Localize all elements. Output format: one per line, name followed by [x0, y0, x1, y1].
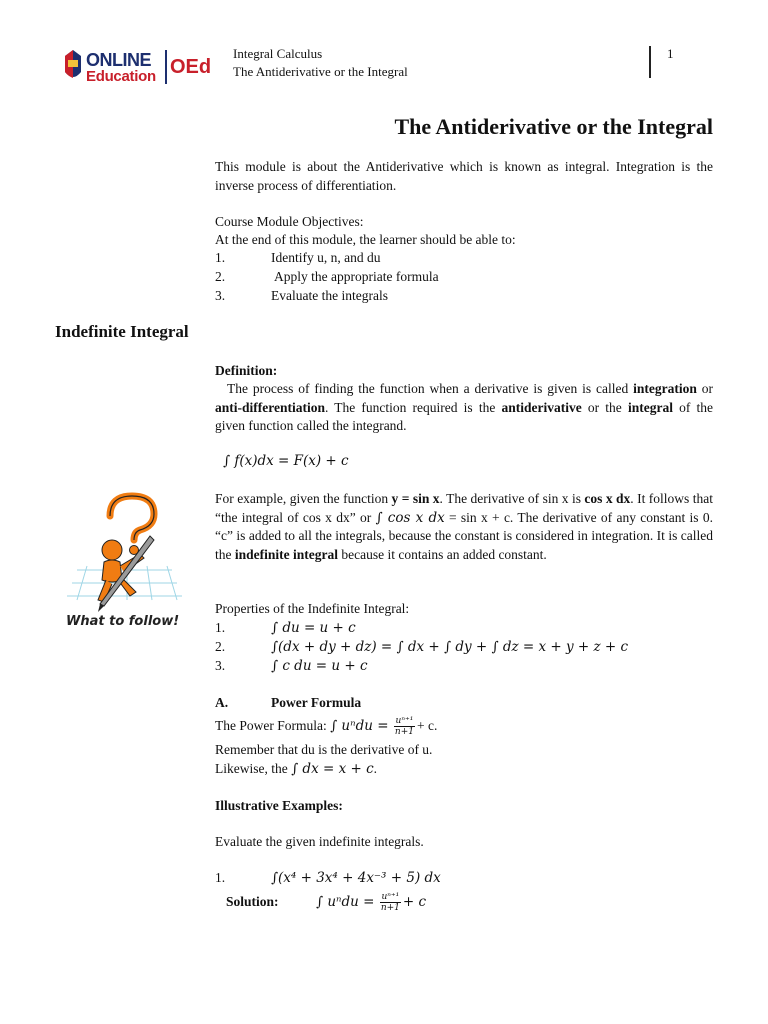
header-logo	[62, 46, 217, 90]
header-divider	[649, 46, 651, 78]
property-item: 3. ∫ c du = u + c	[215, 658, 368, 674]
illustrative-instruction: Evaluate the given indefinite integrals.	[215, 834, 424, 849]
logo-divider	[165, 50, 167, 84]
thinking-figure-icon	[62, 488, 187, 613]
power-formula-heading: A. Power Formula	[215, 695, 362, 710]
clipart-caption: What to follow!	[66, 614, 180, 629]
clipart	[62, 488, 187, 636]
properties-heading: Properties of the Indefinite Integral:	[215, 601, 410, 616]
logo-online: ONLINE	[86, 50, 152, 70]
power-formula-likewise: Likewise, the ∫ dx = x + c.	[215, 761, 378, 777]
property-item: 2. ∫(dx + dy + dz) = ∫ dx + ∫ dy + ∫ dz = x + y + z + c	[215, 639, 629, 655]
power-fraction: $\frac{\text{uⁿ⁺¹}}{n+1}$	[394, 716, 414, 738]
logo-education: Education	[86, 68, 156, 85]
definition-heading: Definition:	[215, 363, 278, 378]
objective-item: 2. Apply the appropriate formula	[215, 269, 439, 284]
school-crest-icon	[62, 48, 84, 86]
section-heading: Indefinite Integral	[55, 322, 189, 341]
page-title: The Antiderivative or the Integral	[394, 114, 713, 139]
solution-fraction: $\frac{\text{uⁿ⁺¹}}{n+1}$	[380, 892, 400, 914]
illustrative-heading: Illustrative Examples:	[215, 798, 343, 813]
definition-formula: ∫ f(x)dx = F(x) + c	[223, 453, 349, 469]
example-item: 1. ∫(x⁴ + 3x⁴ + 4x⁻³ + 5) dx	[215, 870, 441, 886]
logo-oed: OEd	[170, 56, 212, 78]
objectives-lead: At the end of this module, the learner should be able to:	[215, 232, 516, 247]
header-course: Integral Calculus	[233, 46, 323, 61]
example-paragraph: For example, given the function y = sin x. The derivative of sin x is cos x dx. It follows that “the integral of cos x dx” or ∫ cos x dx = sin x + c. The derivative of any constant is 0. “c” is added to all the integrals, because the constant is considered in integration. It is called the indefinite integral because it contains an added constant.	[215, 491, 713, 562]
solution-line: Solution: ∫ uⁿdu = $\frac{\text{uⁿ⁺¹}}{n+1}$ + c	[226, 892, 427, 914]
page-number: 1	[667, 46, 674, 61]
objectives-heading: Course Module Objectives:	[215, 214, 364, 229]
objective-item: 1. Identify u, n, and du	[215, 250, 381, 265]
objective-item: 3. Evaluate the integrals	[215, 288, 388, 303]
intro-paragraph: This module is about the Antiderivative which is known as integral. Integration is the inverse process of differentiation.	[215, 159, 713, 193]
power-formula-line: The Power Formula: ∫ uⁿdu = $\frac{\text{uⁿ⁺¹}}{n+1}$ + c.	[215, 716, 438, 738]
property-item: 1. ∫ du = u + c	[215, 620, 356, 636]
header-subtitle: The Antiderivative or the Integral	[233, 64, 408, 79]
definition-paragraph: The process of finding the function when a derivative is given is called integration or anti-differentiation. The function required is the antiderivative or the integral of the given function called the integrand.	[215, 381, 714, 433]
power-formula-remember: Remember that du is the derivative of u.	[215, 742, 433, 757]
